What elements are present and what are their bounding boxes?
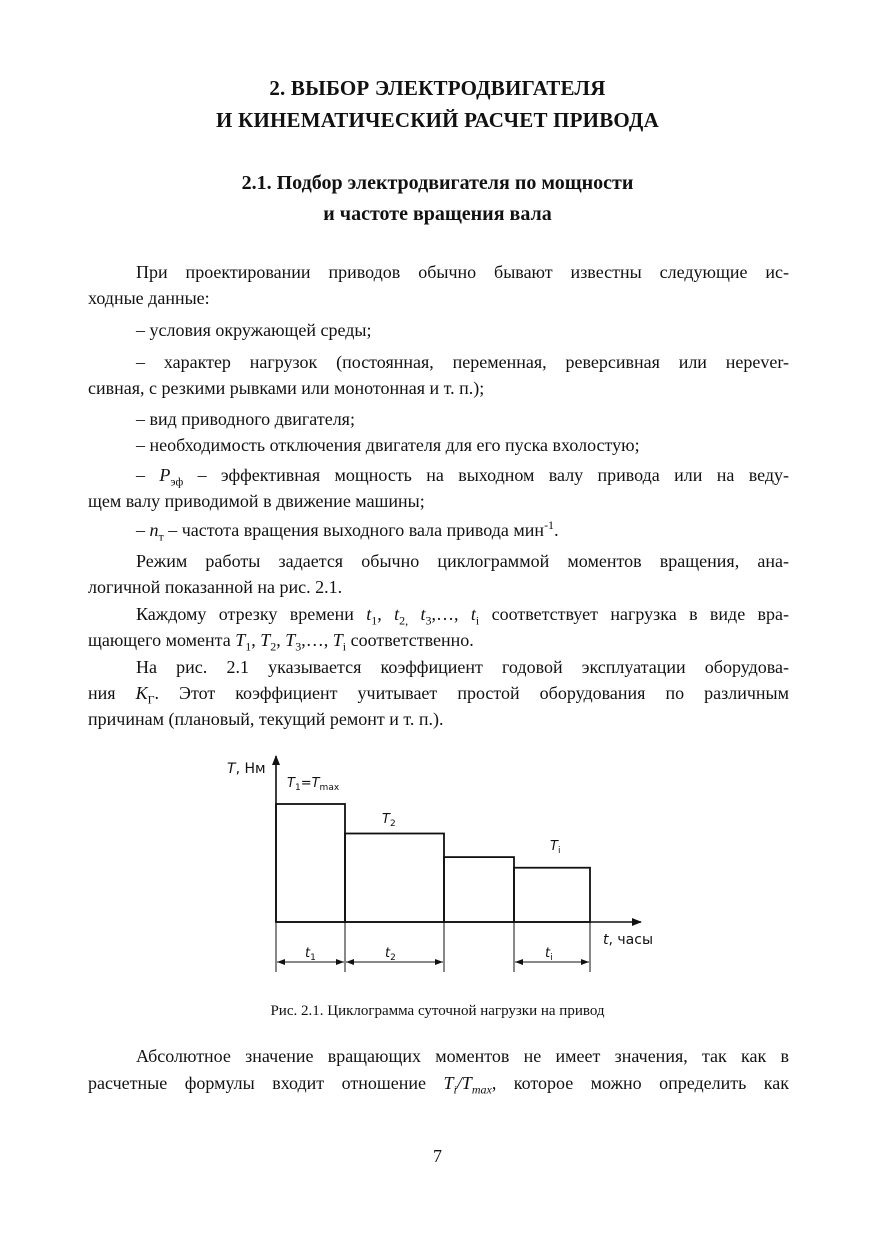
bullet-load-line2: сивная, с резкими рывками или монотонная и т. п.);	[88, 378, 485, 398]
coefficient-line3: причинам (плановый, текущий ремонт и т. п.).	[88, 709, 444, 729]
bullet-load-line1: – характер нагрузок (постоянная, переменная, реверсивная или нерever-	[136, 352, 789, 372]
chapter-title-line1: 2. ВЫБОР ЭЛЕКТРОДВИГАТЕЛЯ	[269, 76, 606, 100]
absolute-line2: расчетные формулы входит отношение $T_i/T_{max}$, которое можно определить как	[88, 1073, 789, 1097]
coefficient-line2: ния $K_Г$. Этот коэффициент учитывает простой оборудования по различным	[88, 683, 789, 707]
chapter-title-line2: И КИНЕМАТИЧЕСКИЙ РАСЧЕТ ПРИВОДА	[216, 108, 659, 132]
section-title-line1: 2.1. Подбор электродвигателя по мощности	[241, 172, 634, 194]
mode-line1: Режим работы задается обычно циклограммой моментов вращения, ана-	[136, 551, 789, 571]
bullet-disconnect: – необходимость отключения двигателя для его пуска вхолостую;	[136, 435, 640, 455]
step-bar-3	[444, 857, 514, 922]
step-bar-4	[514, 868, 590, 922]
intro-line1: При проектировании приводов обычно бывают известны следующие ис-	[136, 262, 789, 282]
step-bar-1	[276, 804, 345, 922]
bullet-motor-type: – вид приводного двигателя;	[136, 409, 355, 429]
label-t1-tmax: $T_1=T_{max}$	[287, 776, 340, 793]
segments-line2: щающего момента $T_1$, $T_2$, $T_3,\dots$, $T_i$ соответственно.	[88, 630, 474, 654]
interval-label-t1: $t_1$	[305, 946, 316, 963]
absolute-line1: Абсолютное значение вращающих моментов не имеет значения, так как в	[136, 1046, 789, 1066]
coefficient-line1: На рис. 2.1 указывается коэффициент годовой эксплуатации оборудова-	[136, 657, 789, 677]
y-axis-label: T, Нм	[227, 761, 266, 777]
bullet-power-line1: – $P_{эф}$ – эффективная мощность на выходном валу привода или на веду-	[136, 465, 789, 489]
section-title-line2: и частоте вращения вала	[323, 203, 552, 225]
label-ti: $T_i$	[550, 839, 561, 856]
bullet-environment: – условия окружающей среды;	[136, 320, 372, 340]
cyclogram-chart	[195, 750, 675, 990]
segments-line1: Каждому отрезку времени $t_1$, $t_{2,}$ $t_3,\dots$, $t_i$ соответствует нагрузка в виде вра-	[136, 604, 790, 628]
figure-caption: Рис. 2.1. Циклограмма суточной нагрузки на привод	[270, 1003, 605, 1019]
interval-label-t2: $t_2$	[385, 946, 396, 963]
label-t2: $T_2$	[382, 812, 396, 829]
step-bar-2	[345, 834, 444, 923]
bullet-power-line2: щем валу приводимой в движение машины;	[88, 491, 425, 511]
interval-label-ti: $t_i$	[545, 946, 553, 963]
mode-line2: логичной показанной на рис. 2.1.	[88, 577, 343, 597]
x-axis-label: t, часы	[603, 932, 654, 948]
page-number: 7	[433, 1146, 442, 1166]
bullet-speed: – $n_т$ – частота вращения выходного вала привода мин$^{-1}$.	[136, 518, 559, 544]
intro-line2: ходные данные:	[88, 288, 210, 308]
